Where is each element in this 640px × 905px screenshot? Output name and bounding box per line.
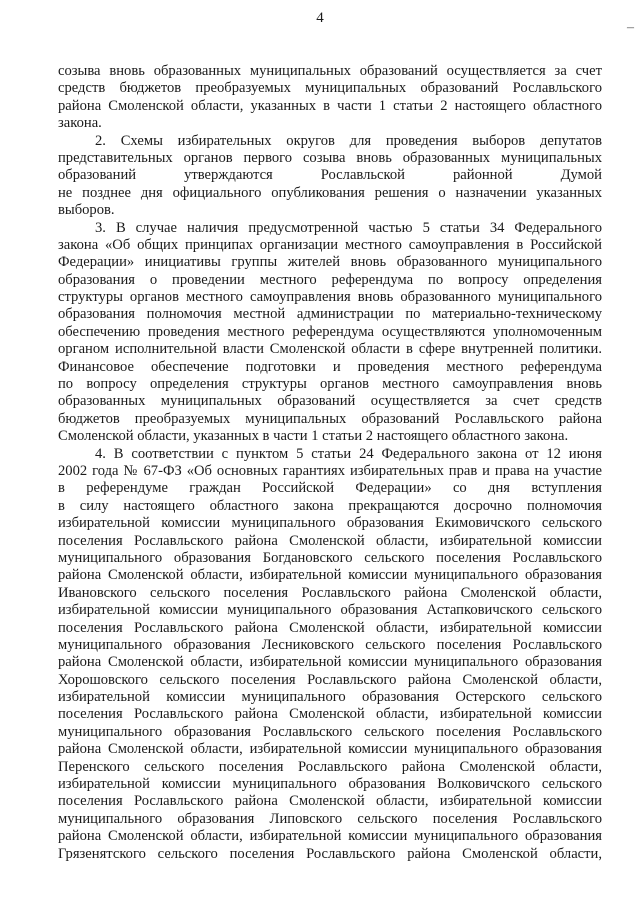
text-line: закона «Об общих принципах организации местного самоуправления в Российской (58, 236, 602, 253)
text-line: избирательной комиссии муниципального образования Астапковичского сельского (58, 602, 602, 619)
text-line: Хорошовского сельского поселения Рославльского района Смоленской области, (58, 671, 602, 688)
text-line: в референдуме граждан Российской Федерации» со дня вступления (58, 480, 602, 497)
text-line: района Смоленской области, избирательной комиссии муниципального образования (58, 828, 602, 845)
text-line: представительных органов первого созыва вновь образованных муниципальных (58, 149, 602, 166)
text-line: поселения Рославльского района Смоленской области, избирательной комиссии (58, 706, 602, 723)
text-line: района Смоленской области, указанных в части 1 статьи 2 настоящего областного (58, 97, 602, 114)
page-number: 4 (316, 10, 324, 26)
text-line: Перенского сельского поселения Рославльского района Смоленской области, (58, 758, 602, 775)
text-line: поселения Рославльского района Смоленской области, избирательной комиссии (58, 619, 602, 636)
text-line: избирательной комиссии муниципального образования Екимовичского сельского (58, 515, 602, 532)
text-line: Федерации» инициативы группы жителей вновь образованного муниципального (58, 254, 602, 271)
text-line: муниципального образования Липовского сельского поселения Рославльского (58, 810, 602, 827)
text-line: образованных муниципальных образований осуществляется за счет средств (58, 393, 602, 410)
text-line: 4. В соответствии с пунктом 5 статьи 24 Федерального закона от 12 июня (95, 445, 602, 462)
text-line: Смоленской области, указанных в части 1 статьи 2 настоящего областного закона. (58, 428, 569, 445)
text-line: образования полномочия местной администрации по материально-техническому (58, 306, 602, 323)
text-line: района Смоленской области, избирательной комиссии муниципального образования (58, 741, 602, 758)
text-line: поселения Рославльского района Смоленской области, избирательной комиссии (58, 532, 602, 549)
text-line: района Смоленской области, избирательной комиссии муниципального образования (58, 567, 602, 584)
text-line: по вопросу определения структуры органов местного самоуправления вновь (58, 376, 602, 393)
body-text (58, 63, 602, 863)
text-line: выборов. (58, 202, 115, 219)
text-line: 3. В случае наличия предусмотренной частью 5 статьи 34 Федерального (95, 219, 602, 236)
text-line: поселения Рославльского района Смоленской области, избирательной комиссии (58, 793, 602, 810)
text-line: средств бюджетов преобразуемых муниципальных образований Рославльского (58, 80, 602, 97)
text-line: района Смоленской области, избирательной комиссии муниципального образования (58, 654, 602, 671)
text-line: Ивановского сельского поселения Рославльского района Смоленской области, (58, 584, 602, 601)
text-line: муниципального образования Богдановского сельского поселения Рославльского (58, 549, 602, 566)
text-line: созыва вновь образованных муниципальных образований осуществляется за счет (58, 63, 602, 79)
text-line: бюджетов преобразуемых муниципальных образований Рославльского района (58, 410, 602, 427)
text-line: 2002 года № 67-ФЗ «Об основных гарантиях избирательных прав и права на участие (58, 462, 602, 479)
text-line: образования о проведении местного референдума по вопросу определения (58, 271, 602, 288)
text-line: не позднее дня официального опубликования решения о назначении указанных (58, 184, 602, 201)
text-line: закона. (58, 115, 102, 132)
text-line: Грязенятского сельского поселения Рославльского района Смоленской области, (58, 845, 602, 862)
text-line: структуры органов местного самоуправления вновь образованного муниципального (58, 289, 602, 306)
text-line: обеспечению проведения местного референдума осуществляются уполномоченным (58, 323, 602, 340)
text-line: органом исполнительной власти Смоленской области в сфере внутренней политики. (58, 341, 602, 358)
corner-mark: – (627, 20, 634, 35)
text-line: 2. Схемы избирательных округов для проведения выборов депутатов (95, 132, 602, 149)
text-line: Финансовое обеспечение подготовки и проведения местного референдума (58, 358, 602, 375)
text-line: муниципального образования Лесниковского сельского поселения Рославльского (58, 636, 602, 653)
text-line: муниципального образования Рославльского сельского поселения Рославльского (58, 723, 602, 740)
text-line: избирательной комиссии муниципального образования Волковичского сельского (58, 776, 602, 793)
text-line: избирательной комиссии муниципального образования Остерского сельского (58, 689, 602, 706)
text-line: образований утверждаются Рославльской районной Думой (58, 167, 602, 184)
text-line: в силу настоящего областного закона прекращаются досрочно полномочия (58, 497, 602, 514)
